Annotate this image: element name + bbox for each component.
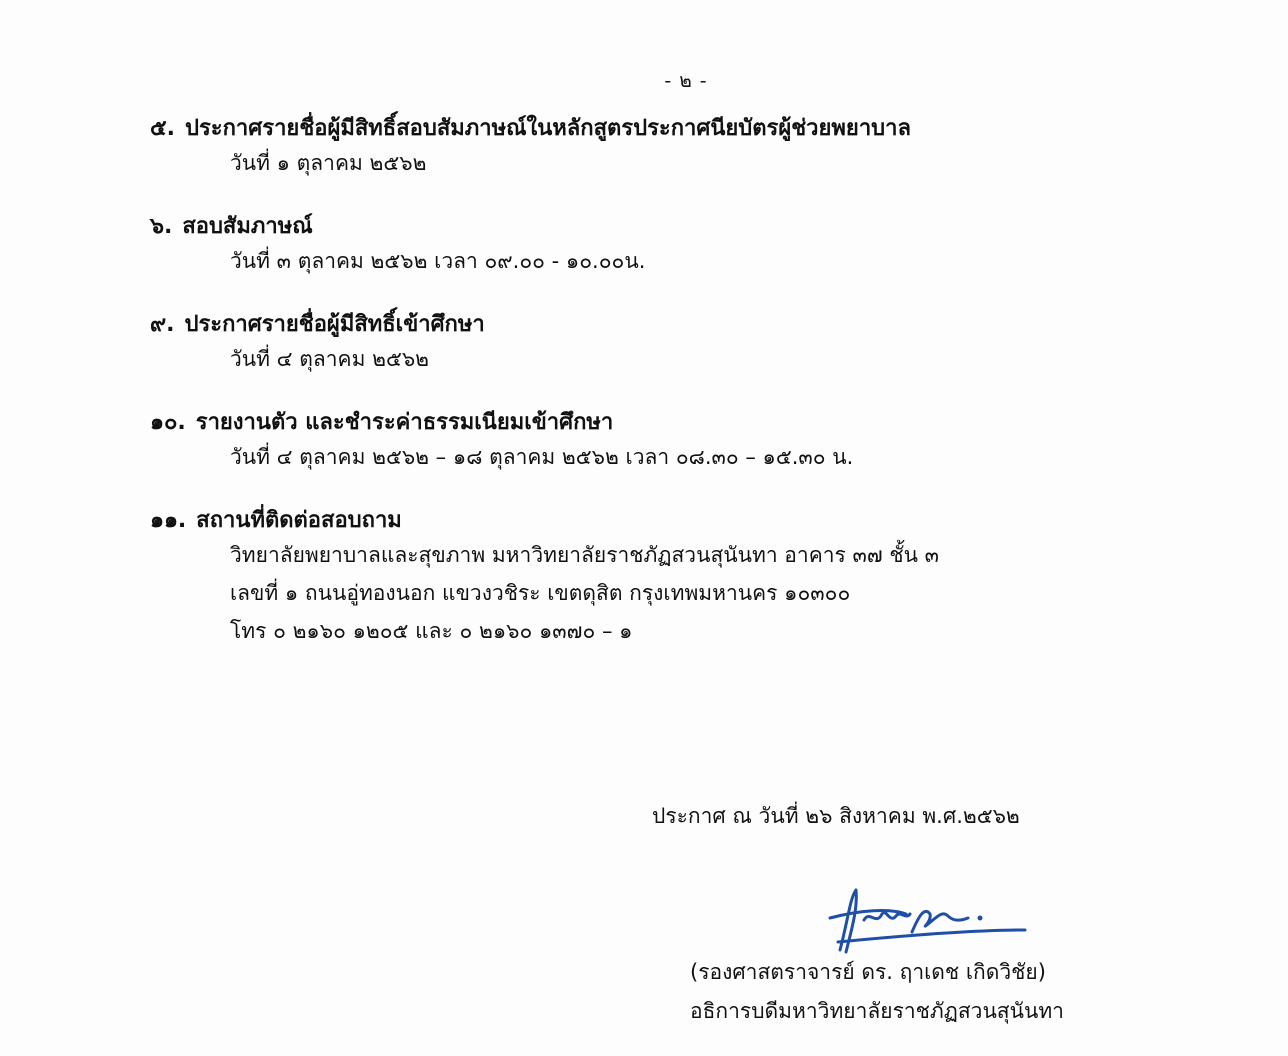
item-heading bbox=[150, 310, 1150, 340]
contact-address-line: เลขที่ ๑ ถนนอู่ทองนอก แขวงวชิระ เขตดุสิต กรุงเทพมหานคร ๑๐๓๐๐ bbox=[230, 581, 851, 605]
item-heading bbox=[150, 114, 1150, 144]
signature-image bbox=[820, 880, 1040, 960]
item-9 bbox=[150, 310, 1150, 378]
signer-title: อธิการบดีมหาวิทยาลัยราชภัฏสวนสุนันทา bbox=[690, 999, 1064, 1023]
item-heading bbox=[150, 212, 1150, 242]
item-number: ๙. bbox=[150, 312, 175, 337]
item-10 bbox=[150, 408, 1150, 476]
item-number: ๕. bbox=[150, 116, 176, 141]
signer-name: (รองศาสตราจารย์ ดร. ฤาเดช เกิดวิชัย) bbox=[690, 960, 1046, 984]
item-5 bbox=[150, 114, 1150, 182]
item-title: ประกาศรายชื่อผู้มีสิทธิ์สอบสัมภาษณ์ในหลักสูตรประกาศนียบัตรผู้ช่วยพยาบาล bbox=[185, 116, 911, 141]
item-detail: วันที่ ๓ ตุลาคม ๒๕๖๒ เวลา ๐๙.๐๐ - ๑๐.๐๐น. bbox=[230, 249, 646, 273]
item-heading bbox=[150, 408, 1150, 438]
item-title: สถานที่ติดต่อสอบถาม bbox=[196, 508, 402, 533]
item-title: ประกาศรายชื่อผู้มีสิทธิ์เข้าศึกษา bbox=[184, 312, 485, 337]
item-title: สอบสัมภาษณ์ bbox=[182, 214, 313, 239]
item-detail: วันที่ ๑ ตุลาคม ๒๕๖๒ bbox=[230, 151, 427, 175]
item-number: ๑๐. bbox=[150, 410, 186, 435]
item-number: ๖. bbox=[150, 214, 173, 239]
item-11 bbox=[150, 506, 1150, 650]
item-6 bbox=[150, 212, 1150, 280]
item-title: รายงานตัว และชำระค่าธรรมเนียมเข้าศึกษา bbox=[195, 410, 614, 435]
item-number: ๑๑. bbox=[150, 508, 187, 533]
page-number: - ๒ - bbox=[664, 70, 708, 92]
contact-phone-line: โทร ๐ ๒๑๖๐ ๑๒๐๕ และ ๐ ๒๑๖๐ ๑๓๗๐ – ๑ bbox=[230, 619, 633, 643]
contact-address-line: วิทยาลัยพยาบาลและสุขภาพ มหาวิทยาลัยราชภัฏสวนสุนันทา อาคาร ๓๗ ชั้น ๓ bbox=[230, 543, 939, 567]
item-heading bbox=[150, 506, 1150, 536]
item-detail: วันที่ ๔ ตุลาคม ๒๕๖๒ bbox=[230, 347, 430, 371]
item-detail: วันที่ ๔ ตุลาคม ๒๕๖๒ – ๑๘ ตุลาคม ๒๕๖๒ เวลา ๐๘.๓๐ – ๑๕.๓๐ น. bbox=[230, 445, 854, 469]
announcement-date: ประกาศ ณ วันที่ ๒๖ สิงหาคม พ.ศ.๒๕๖๒ bbox=[652, 804, 1020, 828]
